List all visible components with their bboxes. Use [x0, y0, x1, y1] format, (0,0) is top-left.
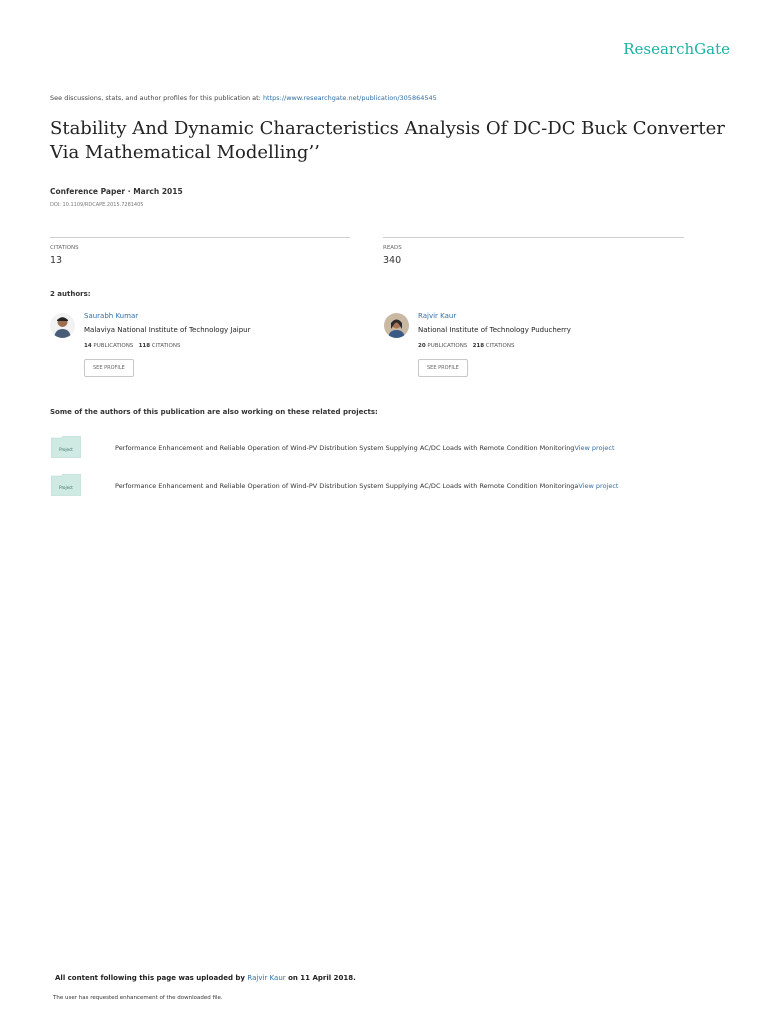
upload-prefix: All content following this page was uploaded by	[55, 974, 248, 982]
citations-count: 218	[472, 343, 485, 349]
person-avatar-icon	[50, 313, 75, 338]
publications-label: PUBLICATIONS	[93, 343, 134, 349]
view-project-link[interactable]: View project	[578, 482, 619, 490]
publication-url-link[interactable]: https://www.researchgate.net/publication/305864545	[262, 94, 437, 102]
citations-count: 118	[138, 343, 151, 349]
reads-label: READS	[383, 245, 402, 251]
upload-notice	[55, 974, 356, 982]
see-profile-button[interactable]: SEE PROFILE	[84, 359, 134, 377]
doi: DOI: 10.1109/RDCAPE.2015.7281405	[50, 202, 144, 208]
divider	[383, 237, 684, 238]
citations-label: CITATIONS	[485, 343, 515, 349]
reads-value: 340	[383, 255, 402, 266]
author-name-saurabh-kumar[interactable]: Saurabh Kumar	[84, 312, 139, 320]
project-icon-label: Project	[59, 447, 73, 452]
uploader-link[interactable]: Rajvir Kaur	[247, 974, 286, 982]
project-row	[115, 444, 615, 452]
author-avatar[interactable]	[50, 313, 75, 338]
citations-label: CITATIONS	[151, 343, 181, 349]
author-avatar[interactable]	[384, 313, 409, 338]
author-stats	[84, 343, 180, 349]
divider	[50, 237, 350, 238]
project-title: Performance Enhancement and Reliable Operation of Wind-PV Distribution System Supplying AC/DC Loads with Remote Condition Monitoringa	[115, 482, 579, 490]
citations-value: 13	[50, 255, 63, 266]
author-stats	[418, 343, 514, 349]
publications-label: PUBLICATIONS	[427, 343, 468, 349]
publications-count: 14	[84, 343, 92, 349]
upload-suffix: on 11 April 2018.	[285, 974, 356, 982]
author-name-rajvir-kaur[interactable]: Rajvir Kaur	[418, 312, 457, 320]
see-profile-button[interactable]: SEE PROFILE	[418, 359, 468, 377]
view-project-link[interactable]: View project	[574, 444, 615, 452]
project-title: Performance Enhancement and Reliable Operation of Wind-PV Distribution System Supplying AC/DC Loads with Remote Condition Monitoring	[115, 444, 575, 452]
discussion-line	[50, 94, 437, 102]
publications-count: 20	[418, 343, 426, 349]
enhancement-note: The user has requested enhancement of the downloaded file.	[53, 995, 223, 1001]
paper-title: Stability And Dynamic Characteristics Analysis Of DC-DC Buck Converter Via Mathematical Modelling’’	[50, 118, 725, 163]
project-folder-icon	[51, 436, 81, 458]
paper-type: Conference Paper · March 2015	[50, 187, 183, 196]
project-folder-icon	[51, 474, 81, 496]
citations-label: CITATIONS	[50, 245, 79, 251]
person-avatar-icon	[384, 313, 409, 338]
authors-heading: 2 authors:	[50, 290, 91, 298]
projects-heading: Some of the authors of this publication are also working on these related projects:	[50, 408, 378, 416]
researchgate-logo[interactable]: ResearchGate	[623, 40, 730, 58]
author-institution: Malaviya National Institute of Technology Jaipur	[84, 326, 251, 334]
project-row	[115, 482, 618, 490]
author-institution: National Institute of Technology Puducherry	[418, 326, 571, 334]
discussion-prefix: See discussions, stats, and author profiles for this publication at:	[50, 94, 263, 102]
project-icon-label: Project	[59, 485, 73, 490]
